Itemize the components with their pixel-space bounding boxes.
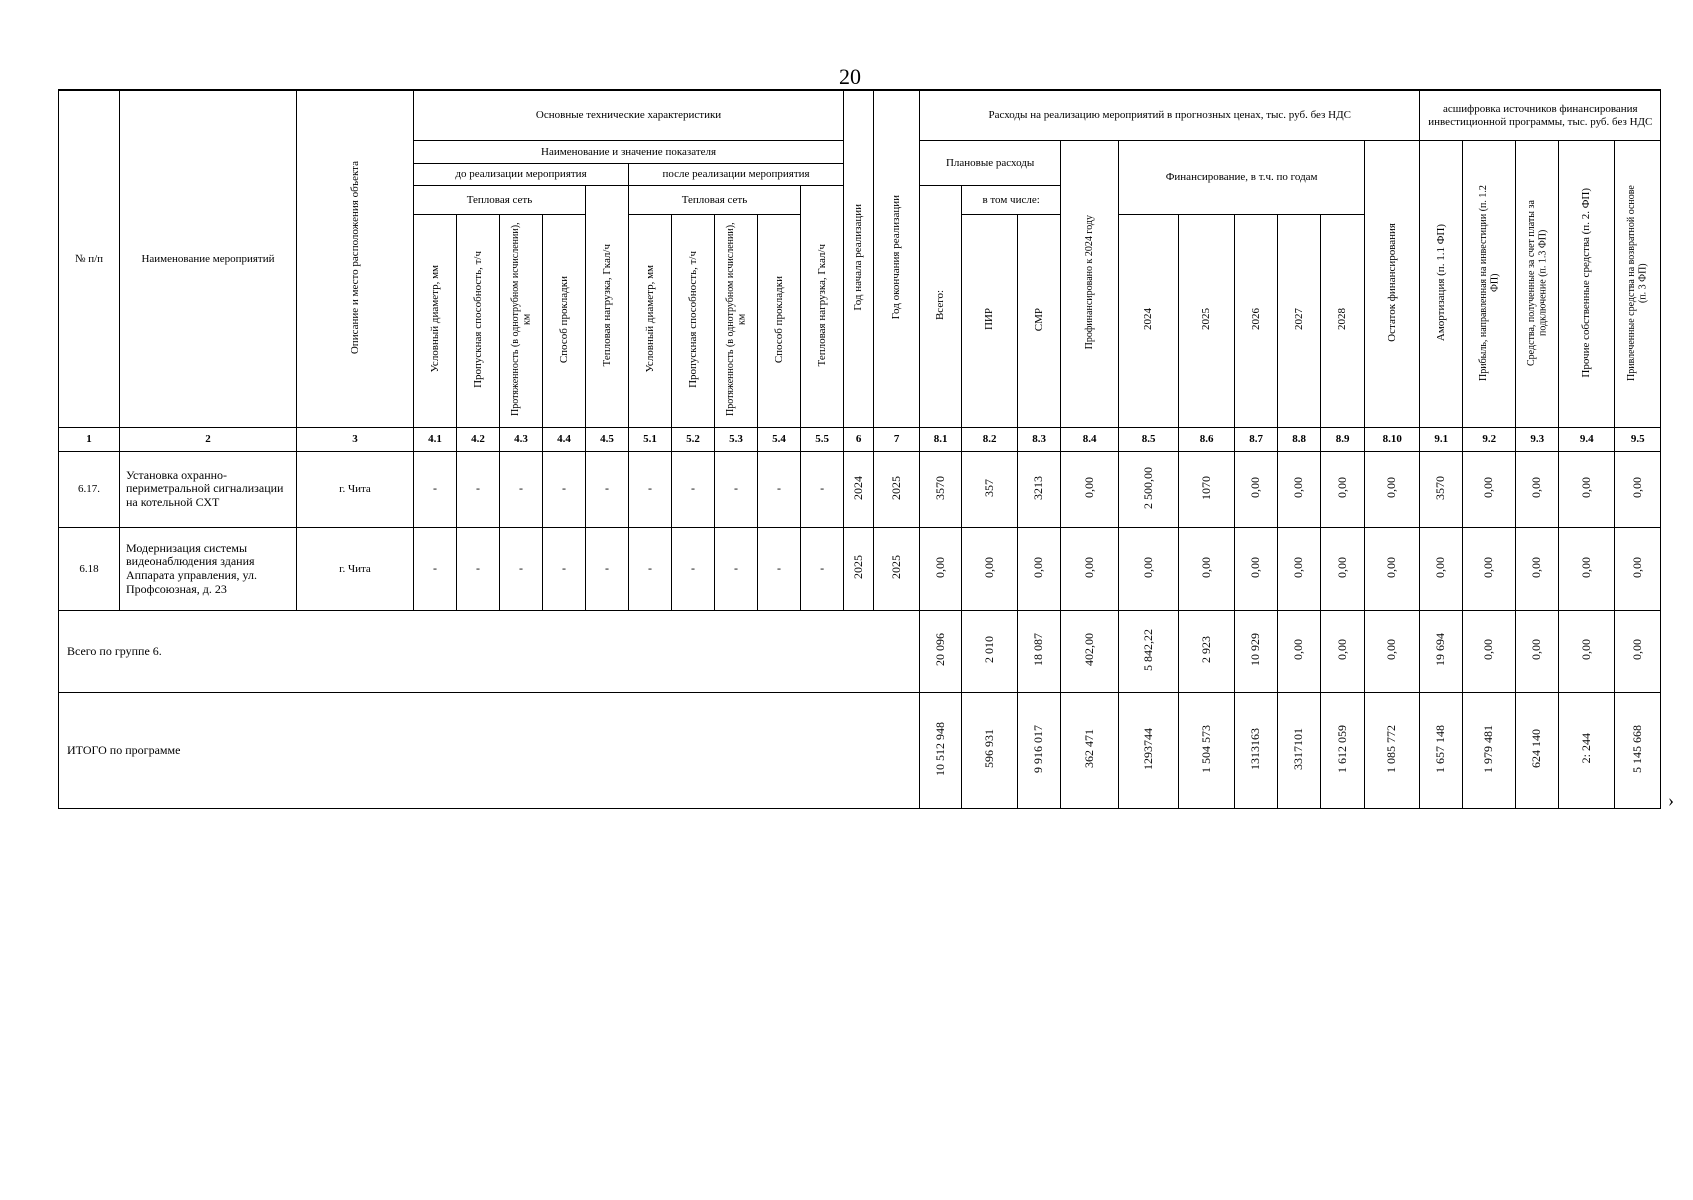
- index-cell: 9.3: [1516, 428, 1559, 451]
- header-expenses: Расходы на реализацию мероприятий в прогнозных ценах, тыс. руб. без НДС: [920, 90, 1420, 141]
- table-row: [59, 528, 1661, 611]
- header-heat-load-before: Тепловая нагрузка, Гкал/ч: [586, 186, 629, 428]
- header-y2026: 2026: [1235, 214, 1278, 428]
- tech-cell: -: [629, 528, 672, 611]
- value-cell: 0,00: [1278, 451, 1321, 527]
- year-start-cell: 2024: [844, 451, 874, 527]
- index-cell: 4.1: [414, 428, 457, 451]
- value-cell: 0,00: [1559, 451, 1615, 527]
- header-year-end: Год окончания реализации: [874, 90, 920, 428]
- header-smr: СМР: [1018, 214, 1061, 428]
- tech-cell: -: [672, 528, 715, 611]
- value-cell: 0,00: [1615, 528, 1661, 611]
- row-location: г. Чита: [297, 528, 414, 611]
- row-name: Модернизация системы видеонаблюдения здания Аппарата управления, ул. Профсоюзная, д. 23: [120, 528, 297, 611]
- header-y2024: 2024: [1119, 214, 1179, 428]
- header-y2027: 2027: [1278, 214, 1321, 428]
- header-tech: Основные технические характеристики: [414, 90, 844, 141]
- header-pir: ПИР: [962, 214, 1018, 428]
- value-cell: 0,00: [1516, 611, 1559, 692]
- header-name: Наименование мероприятий: [120, 90, 297, 428]
- value-cell: 0,00: [1278, 611, 1321, 692]
- value-cell: 1313163: [1235, 692, 1278, 808]
- header-diameter-before: Условный диаметр, мм: [414, 214, 457, 428]
- year-end-cell: 2025: [874, 528, 920, 611]
- header-y2028: 2028: [1321, 214, 1365, 428]
- table-row: [59, 451, 1661, 527]
- value-cell: 0,00: [1321, 528, 1365, 611]
- value-cell: 357: [962, 451, 1018, 527]
- value-cell: 0,00: [1463, 528, 1516, 611]
- index-cell: 4.5: [586, 428, 629, 451]
- header-y2025: 2025: [1179, 214, 1235, 428]
- header-other-own: Прочие собственные средства (п. 2. ФП): [1559, 141, 1615, 428]
- index-cell: 8.9: [1321, 428, 1365, 451]
- value-cell: 3570: [1420, 451, 1463, 527]
- header-connection: Средства, полученные за счет платы за подключение (п. 1.3 ФП): [1516, 141, 1559, 428]
- header-heat-network-before: Тепловая сеть: [414, 186, 586, 214]
- value-cell: 19 694: [1420, 611, 1463, 692]
- header-borrowed: Привлеченные средства на возвратной основе (п. 3 ФП): [1615, 141, 1661, 428]
- header-amort: Амортизация (п. 1.1 ФП): [1420, 141, 1463, 428]
- value-cell: 1293744: [1119, 692, 1179, 808]
- tech-cell: -: [586, 528, 629, 611]
- value-cell: 0,00: [1278, 528, 1321, 611]
- tech-cell: -: [758, 451, 801, 527]
- index-cell: 4.4: [543, 428, 586, 451]
- tech-cell: -: [629, 451, 672, 527]
- row-num: 6.18: [59, 528, 120, 611]
- value-cell: 0,00: [1235, 528, 1278, 611]
- value-cell: 5 842,22: [1119, 611, 1179, 692]
- value-cell: 0,00: [1463, 451, 1516, 527]
- header-length-before: Протяженность (в однотрубном исчислении), км: [500, 214, 543, 428]
- header-desc: Описание и место расположения объекта: [297, 90, 414, 428]
- header-num: № п/п: [59, 90, 120, 428]
- tech-cell: -: [586, 451, 629, 527]
- header-remainder: Остаток финансирования: [1365, 141, 1420, 428]
- program-total-label: ИТОГО по программе: [59, 692, 920, 808]
- tech-cell: -: [758, 528, 801, 611]
- header-capacity-after: Пропускная способность, т/ч: [672, 214, 715, 428]
- value-cell: 3213: [1018, 451, 1061, 527]
- value-cell: 2 923: [1179, 611, 1235, 692]
- value-cell: 0,00: [1321, 451, 1365, 527]
- tech-cell: -: [543, 528, 586, 611]
- row-name: Установка охранно-периметральной сигнализации на котельной СХТ: [120, 451, 297, 527]
- index-cell: 9.2: [1463, 428, 1516, 451]
- index-cell: 6: [844, 428, 874, 451]
- index-cell: 8.1: [920, 428, 962, 451]
- index-cell: 8.5: [1119, 428, 1179, 451]
- index-cell: 8.8: [1278, 428, 1321, 451]
- value-cell: 2 010: [962, 611, 1018, 692]
- page-number: 20: [839, 64, 861, 89]
- index-cell: 3: [297, 428, 414, 451]
- value-cell: 624 140: [1516, 692, 1559, 808]
- header-capacity-before: Пропускная способность, т/ч: [457, 214, 500, 428]
- value-cell: 3570: [920, 451, 962, 527]
- header-sources: асшифровка источников финансирования инвестиционной программы, тыс. руб. без НДС: [1420, 90, 1661, 141]
- value-cell: 10 512 948: [920, 692, 962, 808]
- value-cell: 0,00: [1365, 451, 1420, 527]
- tech-cell: -: [500, 451, 543, 527]
- header-heat-load-after: Тепловая нагрузка, Гкал/ч: [801, 186, 844, 428]
- value-cell: 0,00: [1321, 611, 1365, 692]
- index-cell: 5.5: [801, 428, 844, 451]
- value-cell: 1 612 059: [1321, 692, 1365, 808]
- investment-program-table: [58, 89, 1661, 809]
- header-length-after: Протяженность (в однотрубном исчислении), км: [715, 214, 758, 428]
- header-after: после реализации мероприятия: [629, 163, 844, 185]
- value-cell: 1070: [1179, 451, 1235, 527]
- tech-cell: -: [414, 451, 457, 527]
- value-cell: 1 085 772: [1365, 692, 1420, 808]
- header-before: до реализации мероприятия: [414, 163, 629, 185]
- value-cell: 0,00: [1516, 528, 1559, 611]
- value-cell: 2 500,00: [1119, 451, 1179, 527]
- row-location: г. Чита: [297, 451, 414, 527]
- group-total-row: [59, 611, 1661, 692]
- header-total: Всего:: [920, 186, 962, 428]
- header-heat-network-after: Тепловая сеть: [629, 186, 801, 214]
- index-cell: 8.2: [962, 428, 1018, 451]
- value-cell: 0,00: [1420, 528, 1463, 611]
- trailing-mark: ›: [1668, 790, 1674, 810]
- index-cell: 2: [120, 428, 297, 451]
- value-cell: 20 096: [920, 611, 962, 692]
- index-cell: 9.1: [1420, 428, 1463, 451]
- value-cell: 0,00: [1119, 528, 1179, 611]
- header-incl: в том числе:: [962, 186, 1061, 214]
- value-cell: 1 504 573: [1179, 692, 1235, 808]
- tech-cell: -: [414, 528, 457, 611]
- value-cell: 0,00: [1615, 611, 1661, 692]
- index-cell: 5.3: [715, 428, 758, 451]
- value-cell: 0,00: [920, 528, 962, 611]
- value-cell: 10 929: [1235, 611, 1278, 692]
- tech-cell: -: [543, 451, 586, 527]
- tech-cell: -: [457, 528, 500, 611]
- index-cell: 5.2: [672, 428, 715, 451]
- value-cell: 0,00: [962, 528, 1018, 611]
- value-cell: 3317101: [1278, 692, 1321, 808]
- value-cell: 0,00: [1235, 451, 1278, 527]
- value-cell: 0,00: [1018, 528, 1061, 611]
- value-cell: 0,00: [1559, 528, 1615, 611]
- tech-cell: -: [457, 451, 500, 527]
- index-cell: 8.6: [1179, 428, 1235, 451]
- group-total-label: Всего по группе 6.: [59, 611, 920, 692]
- value-cell: 0,00: [1179, 528, 1235, 611]
- value-cell: 596 931: [962, 692, 1018, 808]
- value-cell: 0,00: [1061, 528, 1119, 611]
- index-cell: 8.4: [1061, 428, 1119, 451]
- header-prefinanced: Профинансировано к 2024 году: [1061, 141, 1119, 428]
- year-start-cell: 2025: [844, 528, 874, 611]
- header-indicator: Наименование и значение показателя: [414, 141, 844, 163]
- header-financing-years: Финансирование, в т.ч. по годам: [1119, 141, 1365, 214]
- index-cell: 4.3: [500, 428, 543, 451]
- header-laying-before: Способ прокладки: [543, 214, 586, 428]
- value-cell: 0,00: [1463, 611, 1516, 692]
- program-total-row: [59, 692, 1661, 808]
- value-cell: 0,00: [1061, 451, 1119, 527]
- index-cell: 8.7: [1235, 428, 1278, 451]
- value-cell: 402,00: [1061, 611, 1119, 692]
- index-cell: 8.10: [1365, 428, 1420, 451]
- value-cell: 0,00: [1365, 611, 1420, 692]
- value-cell: 1 657 148: [1420, 692, 1463, 808]
- value-cell: 5 145 668: [1615, 692, 1661, 808]
- index-row: [59, 428, 1661, 451]
- index-cell: 4.2: [457, 428, 500, 451]
- header-diameter-after: Условный диаметр, мм: [629, 214, 672, 428]
- value-cell: 9 916 017: [1018, 692, 1061, 808]
- value-cell: 18 087: [1018, 611, 1061, 692]
- tech-cell: -: [715, 528, 758, 611]
- tech-cell: -: [500, 528, 543, 611]
- index-cell: 1: [59, 428, 120, 451]
- index-cell: 5.4: [758, 428, 801, 451]
- value-cell: 2: 244: [1559, 692, 1615, 808]
- tech-cell: -: [672, 451, 715, 527]
- tech-cell: -: [715, 451, 758, 527]
- index-cell: 9.4: [1559, 428, 1615, 451]
- header-planned: Плановые расходы: [920, 141, 1061, 186]
- value-cell: 0,00: [1615, 451, 1661, 527]
- value-cell: 0,00: [1516, 451, 1559, 527]
- header-year-start: Год начала реализации: [844, 90, 874, 428]
- value-cell: 0,00: [1365, 528, 1420, 611]
- value-cell: 0,00: [1559, 611, 1615, 692]
- header-laying-after: Способ прокладки: [758, 214, 801, 428]
- index-cell: 5.1: [629, 428, 672, 451]
- tech-cell: -: [801, 451, 844, 527]
- row-num: 6.17.: [59, 451, 120, 527]
- value-cell: 362 471: [1061, 692, 1119, 808]
- index-cell: 9.5: [1615, 428, 1661, 451]
- index-cell: 8.3: [1018, 428, 1061, 451]
- value-cell: 1 979 481: [1463, 692, 1516, 808]
- index-cell: 7: [874, 428, 920, 451]
- tech-cell: -: [801, 528, 844, 611]
- header-profit: Прибыль, направленная на инвестиции (п. 1.2 ФП): [1463, 141, 1516, 428]
- year-end-cell: 2025: [874, 451, 920, 527]
